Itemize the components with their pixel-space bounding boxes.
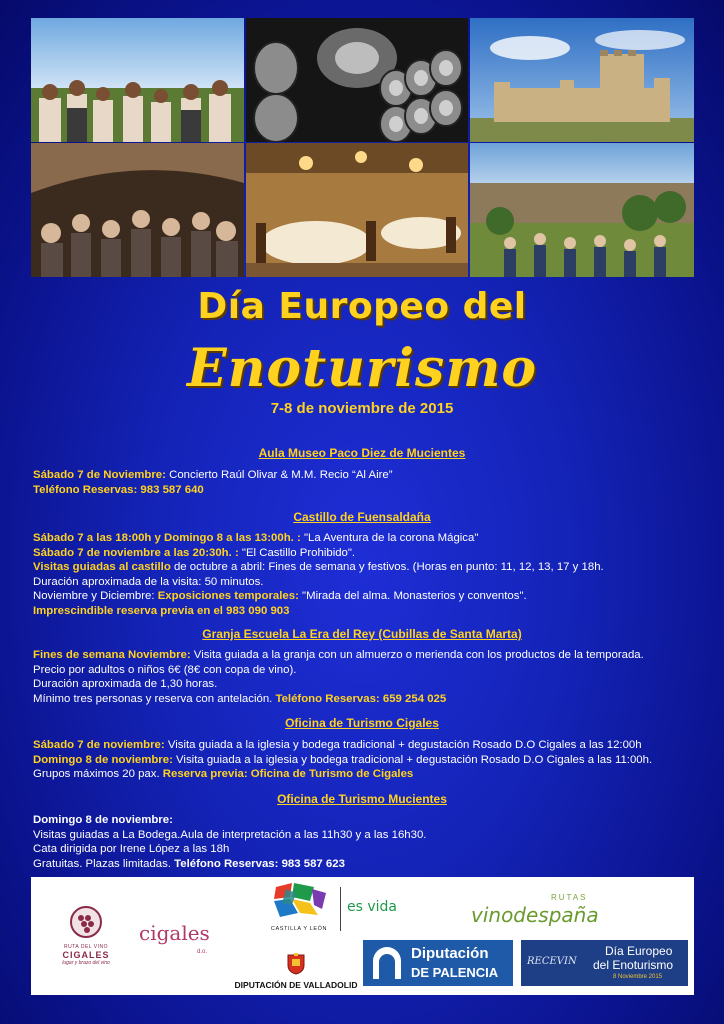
info-line: Sábado 7 de noviembre a las 20:30h. : "El Castillo Prohibido". — [33, 546, 356, 559]
info-line: Sábado 7 de Noviembre: Concierto Raúl Olivar & M.M. Recio “Al Aire” — [33, 469, 393, 481]
info-line: Visitas guiadas al castillo de octubre a abril: Fines de semana y festivos. (Horas en punto: 11, 12, 13, 17 y 18h. — [33, 561, 604, 574]
photo-group-toast — [31, 18, 244, 142]
arch-icon — [369, 945, 405, 981]
castilla-y-leon-logo: CASTILLA Y LEÓN — [264, 883, 334, 945]
section-body-turismo-mucientes — [33, 813, 703, 871]
info-line: Mínimo tres personas y reserva con antelación. Teléfono Reservas: 659 254 025 — [33, 692, 447, 705]
section-body-turismo-cigales — [33, 738, 703, 782]
info-line: Teléfono Reservas: 983 587 640 — [33, 483, 204, 496]
section-heading-castillo: Castillo de Fuensaldaña — [293, 510, 431, 524]
ruta-del-vino-cigales-logo: RUTA DEL VINO CIGALES lugar y brazo del vino — [51, 905, 121, 975]
info-line: Noviembre y Diciembre: Exposiciones temporales: "Mirada del alma. Monasterios y conventos". — [33, 590, 527, 603]
section-heading-aula-museo: Aula Museo Paco Diez de Mucientes — [258, 446, 466, 460]
coat-of-arms-icon — [286, 953, 306, 975]
es-vida-slogan: es vida — [347, 899, 397, 915]
section-heading-granja-escuela: Granja Escuela La Era del Rey (Cubillas de Santa Marta) — [202, 627, 522, 641]
grape-emblem-icon — [66, 905, 106, 939]
rutas-vino-espana-logo: RUTAS vinodespaña — [471, 893, 599, 927]
info-line: Precio por adultos o niños 6€ (8€ con copa de vino). — [33, 663, 297, 676]
section-heading-turismo-cigales: Oficina de Turismo Cigales — [285, 716, 439, 730]
info-line: Sábado 7 de noviembre: Visita guiada a la iglesia y bodega tradicional + degustación Rosado D.O Cigales a las 12:00h — [33, 739, 642, 751]
info-line: Duración aproximada de la visita: 50 minutos. — [33, 575, 264, 588]
castilla-leon-mosaic-icon — [270, 883, 328, 919]
title-line-1: Día Europeo del — [197, 286, 527, 327]
info-line: Domingo 8 de noviembre: Visita guiada a la iglesia y bodega tradicional + degustación Rosado D.O Cigales a las 11:00h. — [33, 753, 653, 766]
event-dates: 7-8 de noviembre de 2015 — [270, 400, 454, 417]
section-body-aula-museo — [33, 468, 703, 497]
sponsor-logos-panel — [31, 877, 694, 995]
section-body-granja-escuela — [33, 648, 703, 706]
photo-castle — [470, 18, 694, 142]
info-line: Visitas guiadas a La Bodega.Aula de interpretación a las 11h30 y a las 16h30. — [33, 828, 427, 841]
info-line: Fines de semana Noviembre: Visita guiada a la granja con un almuerzo o merienda con los productos de la temporada. — [33, 649, 644, 661]
title-line-2: Enoturismo — [186, 338, 538, 399]
info-line: Grupos máximos 20 pax. Reserva previa: Oficina de Turismo de Cigales — [33, 768, 414, 781]
cigales-do-logo: cigales d.o. — [139, 921, 210, 955]
diputacion-palencia-logo: Diputación DE PALENCIA — [363, 940, 513, 986]
photo-dining-room — [246, 143, 468, 277]
diputacion-valladolid-logo: DIPUTACIÓN DE VALLADOLID — [231, 953, 361, 989]
section-body-castillo — [33, 531, 703, 619]
info-line: Cata dirigida por Irene López a las 18h — [33, 843, 230, 856]
photo-wine-barrels — [246, 18, 468, 142]
info-line: Sábado 7 a las 18:00h y Domingo 8 a las 13:00h. : "La Aventura de la corona Mágica" — [33, 532, 479, 544]
info-line: Domingo 8 de noviembre: — [33, 814, 173, 826]
info-line: Duración aproximada de 1,30 horas. — [33, 678, 218, 691]
info-line: Imprescindible reserva previa en el 983 090 903 — [33, 604, 290, 617]
info-line: Gratuitas. Plazas limitadas. Teléfono Reservas: 983 587 623 — [33, 857, 345, 870]
photo-vineyard-tour — [470, 143, 694, 277]
section-heading-turismo-mucientes: Oficina de Turismo Mucientes — [277, 792, 447, 806]
divider — [340, 887, 341, 931]
photo-cellar-group — [31, 143, 244, 277]
dia-europeo-enoturismo-logo: RECEVIN Día Europeo del Enoturismo 8 Noviembre 2015 — [521, 940, 688, 986]
